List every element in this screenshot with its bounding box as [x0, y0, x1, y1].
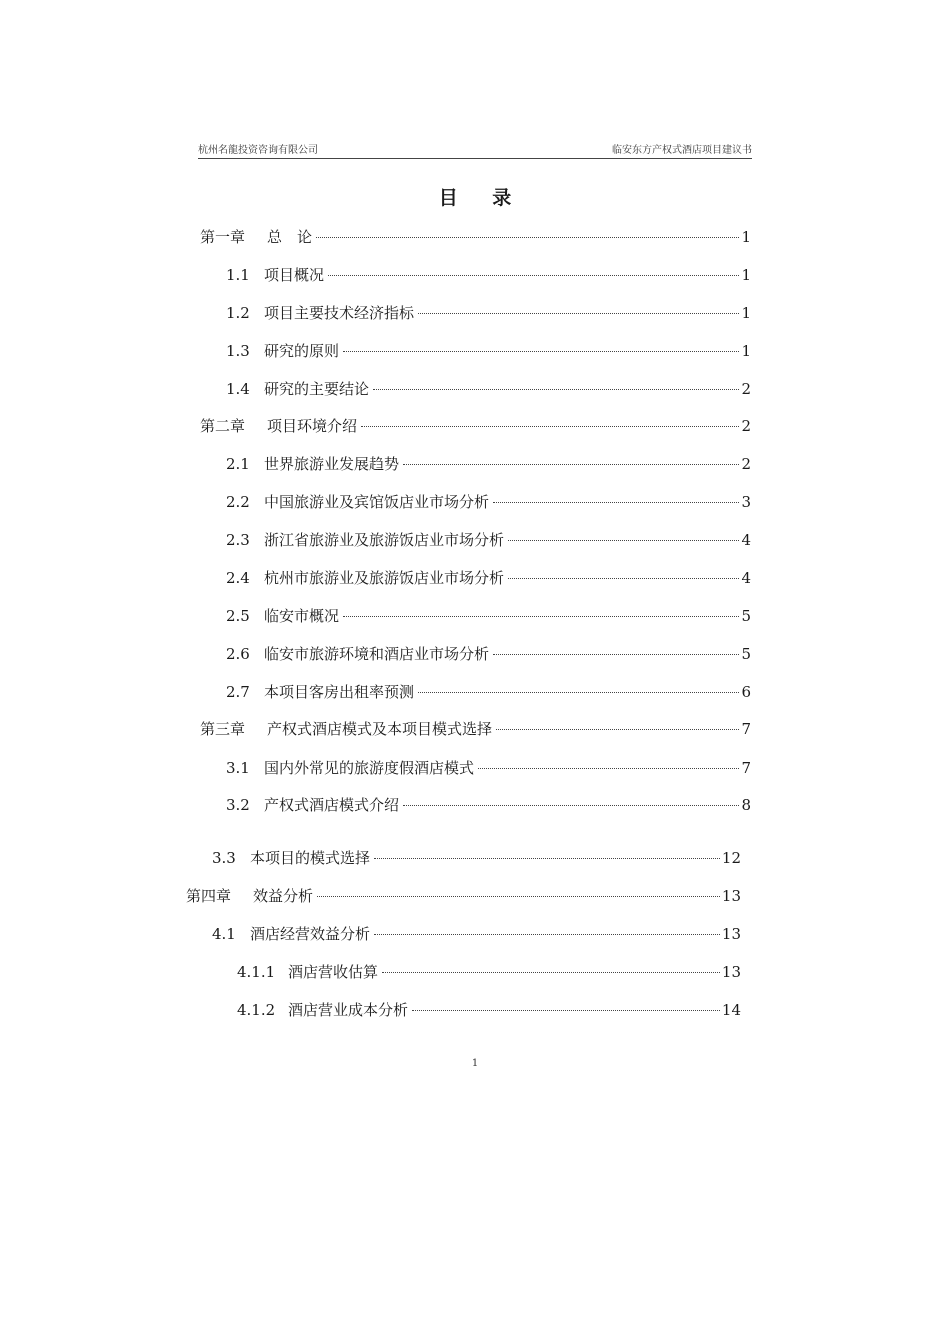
toc-entry-number: 4.1.2: [237, 1001, 276, 1019]
toc-entry-title: 总 论: [267, 228, 313, 246]
toc-entry-number: 3.1: [226, 759, 250, 777]
toc-dot-leader: [317, 896, 720, 897]
toc-entry-title: 项目环境介绍: [267, 417, 358, 435]
toc-entry-number: 第一章: [200, 228, 246, 246]
toc-entry-title: 世界旅游业发展趋势: [264, 455, 400, 473]
toc-entry-title: 酒店营业成本分析: [288, 1001, 409, 1019]
toc-entry-title: 本项目的模式选择: [250, 849, 371, 867]
toc-dot-leader: [412, 1010, 720, 1011]
page-number: 1: [471, 1058, 479, 1069]
toc-entry-1-1[interactable]: [226, 265, 751, 285]
toc-dot-leader: [478, 768, 739, 769]
toc-entry-page: 2: [741, 417, 751, 435]
toc-entry-page: 7: [741, 720, 751, 738]
toc-entry-number: 2.2: [226, 493, 250, 511]
toc-entry-number: 第三章: [200, 720, 246, 738]
toc-entry-number: 3.3: [212, 849, 236, 867]
toc-entry-4-1[interactable]: [212, 924, 741, 944]
toc-entry-number: 4.1: [212, 925, 236, 943]
toc-entry-number: 第四章: [186, 887, 232, 905]
toc-dot-leader: [508, 540, 739, 541]
toc-entry-page: 13: [721, 963, 741, 981]
toc-entry-page: 1: [741, 266, 751, 284]
toc-entry-2-6[interactable]: [226, 644, 751, 664]
header-company-name: 杭州名龍投资咨询有限公司: [198, 145, 318, 156]
toc-entry-page: 1: [741, 304, 751, 322]
toc-dot-leader: [418, 692, 739, 693]
toc-entry-2-1[interactable]: [226, 454, 751, 474]
toc-entry-3-1[interactable]: [226, 758, 751, 778]
toc-dot-leader: [374, 858, 720, 859]
toc-entry-title: 产权式酒店模式介绍: [264, 796, 400, 814]
toc-entry-number: 1.1: [226, 266, 250, 284]
toc-entry-2-2[interactable]: [226, 492, 751, 512]
toc-entry-2-7[interactable]: [226, 682, 751, 702]
toc-dot-leader: [382, 972, 720, 973]
toc-dot-leader: [493, 654, 739, 655]
header-divider: [198, 158, 752, 159]
toc-entry-number: 2.5: [226, 607, 250, 625]
toc-entry-page: 1: [741, 342, 751, 360]
toc-entry-2-4[interactable]: [226, 568, 751, 588]
toc-dot-leader: [403, 464, 739, 465]
toc-dot-leader: [493, 502, 739, 503]
toc-dot-leader: [343, 351, 739, 352]
toc-dot-leader: [328, 275, 739, 276]
toc-entry-page: 13: [721, 925, 741, 943]
toc-entry-page: 13: [721, 887, 741, 905]
toc-entry-title: 杭州市旅游业及旅游饭店业市场分析: [264, 569, 505, 587]
toc-title: 目 录: [438, 187, 526, 209]
toc-entry-title: 临安市旅游环境和酒店业市场分析: [264, 645, 490, 663]
toc-entry-title: 项目主要技术经济指标: [264, 304, 415, 322]
toc-entry-number: 2.1: [226, 455, 250, 473]
toc-entry-title: 项目概况: [264, 266, 325, 284]
toc-entry-number: 1.2: [226, 304, 250, 322]
toc-entry-title: 本项目客房出租率预测: [264, 683, 415, 701]
toc-dot-leader: [373, 389, 739, 390]
toc-entry-title: 国内外常见的旅游度假酒店模式: [264, 759, 475, 777]
toc-entry-1-2[interactable]: [226, 303, 751, 323]
toc-entry-page: 2: [741, 380, 751, 398]
toc-entry-title: 中国旅游业及宾馆饭店业市场分析: [264, 493, 490, 511]
toc-entry-page: 4: [741, 531, 751, 549]
toc-entry-title: 酒店经营效益分析: [250, 925, 371, 943]
toc-entry-chapter-3[interactable]: [200, 719, 751, 739]
toc-dot-leader: [418, 313, 739, 314]
toc-entry-page: 5: [741, 607, 751, 625]
toc-entry-page: 3: [741, 493, 751, 511]
toc-dot-leader: [403, 805, 739, 806]
toc-entry-page: 6: [741, 683, 751, 701]
toc-entry-page: 12: [721, 849, 741, 867]
toc-entry-title: 效益分析: [253, 887, 314, 905]
toc-dot-leader: [316, 237, 739, 238]
toc-entry-number: 1.3: [226, 342, 250, 360]
toc-entry-title: 临安市概况: [264, 607, 340, 625]
toc-entry-2-3[interactable]: [226, 530, 751, 550]
toc-entry-page: 2: [741, 455, 751, 473]
toc-entry-title: 浙江省旅游业及旅游饭店业市场分析: [264, 531, 505, 549]
header-document-title: 临安东方产权式酒店项目建议书: [612, 145, 752, 156]
toc-entry-1-4[interactable]: [226, 379, 751, 399]
toc-entry-chapter-1[interactable]: [200, 227, 751, 247]
toc-entry-number: 3.2: [226, 796, 250, 814]
toc-entry-3-3[interactable]: [212, 848, 741, 868]
toc-entry-title: 产权式酒店模式及本项目模式选择: [267, 720, 493, 738]
toc-entry-title: 研究的主要结论: [264, 380, 370, 398]
toc-entry-2-5[interactable]: [226, 606, 751, 626]
toc-dot-leader: [343, 616, 739, 617]
toc-entry-title: 研究的原则: [264, 342, 340, 360]
toc-entry-number: 1.4: [226, 380, 250, 398]
toc-entry-page: 4: [741, 569, 751, 587]
toc-entry-page: 1: [741, 228, 751, 246]
toc-entry-number: 第二章: [200, 417, 246, 435]
toc-entry-4-1-1[interactable]: [237, 962, 741, 982]
toc-entry-number: 4.1.1: [237, 963, 276, 981]
toc-entry-4-1-2[interactable]: [237, 1000, 741, 1020]
toc-entry-chapter-2[interactable]: [200, 416, 751, 436]
toc-entry-number: 2.7: [226, 683, 250, 701]
toc-entry-number: 2.6: [226, 645, 250, 663]
toc-dot-leader: [374, 934, 720, 935]
toc-entry-page: 8: [741, 796, 751, 814]
toc-entry-page: 7: [741, 759, 751, 777]
toc-entry-number: 2.4: [226, 569, 250, 587]
toc-entry-1-3[interactable]: [226, 341, 751, 361]
toc-dot-leader: [508, 578, 739, 579]
toc-dot-leader: [496, 729, 739, 730]
toc-entry-page: 5: [741, 645, 751, 663]
toc-entry-number: 2.3: [226, 531, 250, 549]
toc-entry-title: 酒店营收估算: [288, 963, 379, 981]
toc-entry-3-2[interactable]: [226, 795, 751, 815]
toc-entry-page: 14: [721, 1001, 741, 1019]
toc-entry-chapter-4[interactable]: [186, 886, 741, 906]
toc-dot-leader: [361, 426, 739, 427]
